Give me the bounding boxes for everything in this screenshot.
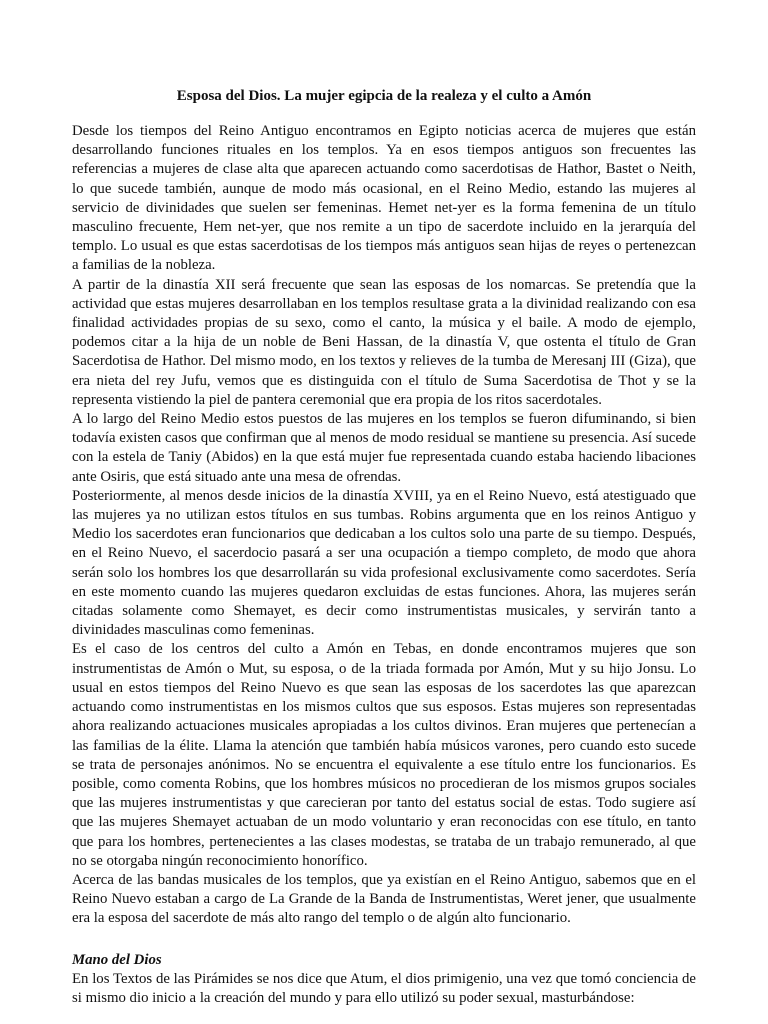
paragraph-bandas-musicales: Acerca de las bandas musicales de los templos, que ya existían en el Reino Antiguo, sabemos que en el Reino Nuevo estaban a cargo de La Grande de la Banda de Instrumentistas, Weret jener, que usualmente era la esposa del sacerdote de más alto rango del templo o de algún alto funcionario.: [72, 871, 696, 927]
section-heading: Mano del Dios: [72, 951, 162, 968]
section-paragraph: En los Textos de las Pirámides se nos dice que Atum, el dios primigenio, una vez que tomó conciencia de si mismo dio inicio a la creación del mundo y para ello utilizó su poder sexual, masturbándose:: [72, 970, 696, 1006]
document-title: Esposa del Dios. La mujer egipcia de la realeza y el culto a Amón: [176, 88, 592, 104]
paragraph-dinastia-xviii: Posteriormente, al menos desde inicios de la dinastía XVIII, ya en el Reino Nuevo, está atestiguado que las mujeres ya no utilizan estos títulos en sus tumbas. Robins argumenta que en los reinos Antiguo y Medio los sacerdotes eran funcionarios que dedicaban a los cultos solo una parte de su tiempo. Después, en el Reino Nuevo, el sacerdocio pasará a ser una ocupación a tiempo completo, de modo que ahora serán solo los hombres los que desarrollarán su vida profesional exclusivamente como sacerdotes. Sería en este momento cuando las mujeres quedaron excluidas de estas funciones. Ahora, las mujeres serán citadas solamente como Shemayet, es decir como instrumentistas musicales, y servirán tanto a divinidades masculinas como femeninas.: [72, 487, 696, 639]
paragraph-dinastia-xii: A partir de la dinastía XII será frecuente que sean las esposas de los nomarcas. Se pretendía que la actividad que estas mujeres desarrollaban en los templos resultase grata a la divinidad realizando con esa finalidad actividades propias de su sexo, como el canto, la música y el baile. A modo de ejemplo, podemos citar a la hija de un noble de Beni Hassan, de la dinastía V, que ostenta el título de Gran Sacerdotisa de Hathor. Del mismo modo, en los textos y relieves de la tumba de Meresanj III (Giza), que era nieta del rey Jufu, vemos que es distinguida con el título de Suma Sacerdotisa de Thot y se la representa vistiendo la piel de pantera ceremonial que era propia de los ritos sacerdotales.: [72, 276, 696, 408]
document-body: [72, 122, 696, 1008]
paragraph-reino-medio: A lo largo del Reino Medio estos puestos de las mujeres en los templos se fueron difuminando, si bien todavía existen casos que confirman que al menos de modo residual se mantiene su presencia. Así sucede con la estela de Taniy (Abidos) en la que está mujer fue representada cuando estaba haciendo libaciones ante Osiris, que está situado ante una mesa de ofrendas.: [72, 411, 696, 485]
paragraph-culto-amon: Es el caso de los centros del culto a Amón en Tebas, en donde encontramos mujeres que son instrumentistas de Amón o Mut, su esposa, o de la triada formada por Amón, Mut y su hijo Jonsu. Lo usual en estos tiempos del Reino Nuevo es que sean las esposas de los sacerdotes las que aparezcan actuando como instrumentistas en los mismos cultos que sus esposos. Estas mujeres son representadas ahora realizando actuaciones musicales apropiadas a los cultos divinos. Eran mujeres que pertenecían a las familias de la élite. Llama la atención que también había músicos varones, pero cuando esto sucede se trata de personajes anónimos. No se encuentra el equivalente a ese título entre los funcionarios. Es posible, como comenta Robins, que los hombres músicos no procedieran de los mismos grupos sociales que las mujeres instrumentistas y que carecieran por tanto del estatus social de estas. Todo sugiere así que las mujeres Shemayet actuaban de un modo voluntario y eran reconocidas con ese título, en tanto que para los hombres, pertenecientes a las clases modestas, se trataba de un trabajo remunerado, al que no se otorgaba ningún reconocimiento honorífico.: [72, 641, 696, 869]
paragraph-reino-antiguo: Desde los tiempos del Reino Antiguo encontramos en Egipto noticias acerca de mujeres que están desarrollando funciones rituales en los templos. Ya en esos tiempos antiguos son frecuentes las referencias a mujeres de clase alta que aparecen actuando como sacerdotisas de Hathor, Bastet o Neith, lo que sucede también, aunque de modo más ocasional, en el Reino Medio, estando las mujeres al servicio de divinidades que suelen ser femeninas. Hemet net-yer es la forma femenina de un título masculino frecuente, Hem net-yer, que nos remite a un tipo de sacerdote incluido en la jerarquía del templo. Lo usual es que estas sacerdotisas de los tiempos más antiguos sean hijas de reyes o pertenezcan a familias de la nobleza.: [72, 123, 696, 274]
